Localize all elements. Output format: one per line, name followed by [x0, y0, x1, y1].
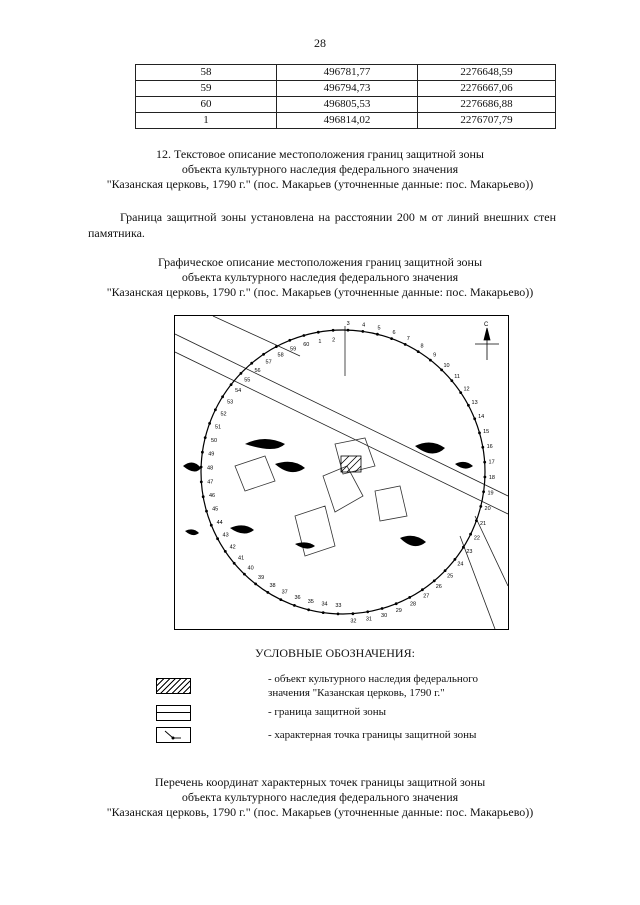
boundary-point-symbol	[156, 727, 191, 743]
boundary-point-label: 60	[303, 342, 310, 349]
north-label: С	[484, 322, 489, 328]
boundary-point-label: 41	[238, 555, 245, 562]
boundary-point-label: 56	[254, 368, 261, 375]
boundary-point-marker	[484, 476, 487, 479]
boundary-point-label: 18	[488, 475, 495, 482]
boundary-point-marker	[293, 604, 296, 607]
legend-text-point: - характерная точка границы защитной зоны	[268, 729, 477, 741]
boundary-point-label: 22	[473, 535, 480, 542]
boundary-point-marker	[404, 343, 407, 346]
x-coordinate-cell: 496814,02	[277, 113, 418, 129]
boundary-point-marker	[262, 353, 265, 356]
boundary-point-label: 32	[350, 618, 357, 625]
boundary-point-marker	[254, 583, 257, 586]
graphic-heading-line: Графическое описание местоположения границ защитной зоны	[157, 255, 483, 269]
north-arrow	[475, 328, 499, 360]
section-heading	[0, 147, 640, 192]
boundary-point-label: 48	[207, 465, 214, 472]
boundary-point-marker	[469, 533, 472, 536]
section-heading-line: 12. Текстовое описание местоположения границ защитной зоны	[156, 147, 484, 161]
legend-text-boundary: - граница защитной зоны	[268, 706, 387, 718]
boundary-point-label: 44	[216, 519, 223, 526]
boundary-point-marker	[224, 550, 227, 553]
x-coordinate-cell: 496781,77	[277, 65, 418, 81]
section-heading-line: "Казанская церковь, 1790 г." (пос. Макарьев (уточненные данные: пос. Макарьево))	[106, 177, 534, 191]
parcels	[235, 438, 407, 556]
boundary-point-label: 57	[265, 359, 272, 366]
y-coordinate-cell: 2276686,88	[418, 97, 556, 113]
legend-title: УСЛОВНЫЕ ОБОЗНАЧЕНИЯ:	[255, 646, 415, 660]
boundary-point-label: 27	[423, 593, 430, 600]
legend-text-object: - объект культурного наследия федерального значения "Казанская церковь, 1790 г."	[268, 673, 479, 699]
boundary-point-label: 21	[479, 521, 487, 527]
point-number-cell: 1	[136, 113, 277, 129]
boundary-point-marker	[332, 329, 335, 332]
boundary-point-marker	[347, 329, 350, 332]
boundary-point-label: 58	[277, 352, 284, 359]
boundary-point-marker	[233, 562, 236, 565]
boundary-point-marker	[421, 588, 424, 591]
boundary-point-marker	[390, 337, 393, 340]
zone-description-paragraph: Граница защитной зоны установлена на расстоянии 200 м от линий внешних стен памятника.	[88, 210, 556, 240]
graphic-heading-line: объекта культурного наследия федерального значения	[181, 270, 459, 284]
boundary-point-label: 7	[406, 336, 410, 343]
boundary-point-label: 11	[454, 374, 460, 381]
boundary-point-marker	[481, 446, 484, 449]
boundary-point-label: 30	[381, 613, 388, 620]
boundary-point-marker	[250, 362, 253, 365]
boundary-point-label: 31	[365, 616, 372, 623]
point-number-cell: 59	[136, 81, 277, 97]
boundary-point-marker	[450, 379, 453, 382]
table-row	[136, 65, 556, 81]
boundary-point-label: 43	[222, 532, 229, 539]
boundary-point-marker	[200, 481, 203, 484]
boundary-point-marker	[352, 612, 355, 615]
boundary-point-label: 36	[294, 595, 301, 601]
boundary-point-marker	[240, 372, 243, 375]
boundary-point-label: 24	[457, 561, 464, 568]
boundary-point-label: 20	[484, 506, 491, 512]
boundary-point-marker	[467, 404, 470, 407]
point-number-cell: 58	[136, 65, 277, 81]
boundary-point-marker	[478, 432, 481, 435]
boundary-point-marker	[317, 331, 320, 334]
boundary-point-label: 12	[463, 386, 470, 393]
boundary-point-marker	[230, 383, 233, 386]
boundary-point-label: 35	[307, 599, 314, 605]
boundary-point-label: 40	[247, 565, 254, 572]
church-object	[341, 456, 361, 472]
boundary-point-label: 1	[318, 339, 322, 345]
boundary-point-label: 28	[409, 601, 417, 608]
boundary-point-label: 19	[487, 490, 494, 497]
boundary-point-label: 51	[214, 424, 222, 431]
boundary-point-marker	[482, 490, 485, 493]
boundary-point-label: 13	[471, 400, 478, 406]
boundary-point-label: 47	[207, 479, 214, 486]
y-coordinate-cell: 2276667,06	[418, 81, 556, 97]
hatch-symbol	[156, 678, 191, 694]
point-number-cell: 60	[136, 97, 277, 113]
boundary-point-label: 50	[210, 437, 218, 444]
coordinates-list-heading	[0, 775, 640, 820]
boundary-point-marker	[417, 350, 420, 353]
boundary-point-marker	[275, 345, 278, 348]
boundary-point-label: 54	[235, 388, 242, 395]
list-heading-line: объекта культурного наследия федерального значения	[181, 790, 459, 804]
list-heading-line: "Казанская церковь, 1790 г." (пос. Макарьев (уточненные данные: пос. Макарьево))	[106, 805, 534, 819]
list-heading-line: Перечень координат характерных точек границы защитной зоны	[154, 775, 486, 789]
boundary-point-label: 52	[220, 411, 227, 418]
boundary-point-marker	[288, 339, 291, 342]
boundary-point-label: 3	[346, 321, 350, 328]
boundary-point-label: 17	[488, 459, 495, 466]
boundary-point-label: 42	[229, 544, 236, 551]
boundary-point-label: 26	[435, 584, 442, 591]
boundary-point-marker	[200, 466, 203, 469]
map-drawing	[175, 316, 508, 629]
boundary-point-marker	[483, 461, 486, 464]
boundary-point-marker	[307, 608, 310, 611]
boundary-point-marker	[433, 579, 436, 582]
boundary-point-marker	[214, 408, 217, 411]
roads	[175, 316, 508, 629]
table-row	[136, 97, 556, 113]
section-heading-line: объекта культурного наследия федерального значения	[181, 162, 459, 176]
boundary-point-label: 25	[447, 573, 454, 580]
x-coordinate-cell: 496805,53	[277, 97, 418, 113]
boundary-point-marker	[303, 334, 306, 337]
boundary-point-marker	[366, 610, 369, 613]
boundary-point-marker	[216, 537, 219, 540]
boundary-point-label: 23	[466, 549, 473, 555]
graphic-heading-line: "Казанская церковь, 1790 г." (пос. Макарьев (уточненные данные: пос. Макарьево))	[106, 285, 534, 299]
boundary-point-label: 15	[483, 428, 490, 435]
boundary-point-label: 29	[395, 608, 402, 615]
boundary-point-marker	[361, 330, 364, 333]
coordinates-table	[135, 64, 556, 129]
graphic-description-heading	[0, 255, 640, 300]
boundary-point-label: 9	[433, 352, 437, 359]
protection-zone-map	[174, 315, 509, 630]
boundary-point-label: 5	[377, 325, 381, 332]
boundary-point-marker	[395, 602, 398, 605]
boundary-point-label: 16	[486, 444, 493, 451]
boundary-point-label: 8	[420, 343, 424, 350]
boundary-point-label: 49	[208, 451, 215, 458]
boundary-point-marker	[462, 546, 465, 549]
boundary-point-marker	[337, 613, 340, 616]
boundary-point-marker	[202, 495, 205, 498]
y-coordinate-cell: 2276648,59	[418, 65, 556, 81]
boundary-point-marker	[322, 611, 325, 614]
boundary-point-label: 4	[362, 322, 366, 329]
boundary-point-marker	[475, 519, 478, 522]
page-number: 28	[314, 36, 326, 50]
boundary-point-marker	[266, 591, 269, 594]
boundary-point-label: 55	[244, 377, 251, 384]
boundary-line-symbol	[156, 705, 191, 721]
boundary-point-marker	[444, 569, 447, 572]
boundary-point-marker	[221, 395, 224, 398]
boundary-point-marker	[479, 505, 482, 508]
boundary-point-label: 46	[208, 493, 216, 500]
boundary-point-label: 38	[269, 582, 276, 589]
y-coordinate-cell: 2276707,79	[418, 113, 556, 129]
boundary-point-label: 37	[281, 589, 288, 596]
boundary-point-marker	[459, 391, 462, 394]
table-row	[136, 113, 556, 129]
boundary-point-label: 45	[212, 506, 219, 513]
boundary-point-marker	[408, 596, 411, 599]
boundary-point-label: 10	[443, 362, 450, 369]
boundary-point-label: 53	[227, 399, 234, 406]
boundary-point-marker	[243, 573, 246, 576]
boundary-point-marker	[205, 510, 208, 513]
boundary-point-marker	[429, 359, 432, 362]
boundary-point-label: 14	[478, 414, 485, 421]
boundary-point-marker	[376, 333, 379, 336]
boundary-point-marker	[473, 417, 476, 420]
boundary-point-marker	[381, 607, 384, 610]
boundary-point-marker	[201, 451, 204, 454]
x-coordinate-cell: 496794,73	[277, 81, 418, 97]
boundary-point-marker	[454, 558, 457, 561]
table-row	[136, 81, 556, 97]
boundary-point-label: 6	[392, 330, 396, 336]
boundary-point-marker	[279, 598, 282, 601]
boundary-point-label: 33	[335, 602, 342, 609]
boundary-point-label: 2	[332, 337, 336, 344]
boundary-point-label: 34	[321, 601, 328, 608]
boundary-point-marker	[210, 524, 213, 527]
boundary-point-label: 59	[290, 346, 297, 353]
boundary-point-marker	[204, 436, 207, 439]
boundary-point-marker	[440, 369, 443, 372]
boundary-point-marker	[208, 422, 211, 425]
boundary-point-label: 39	[258, 574, 265, 581]
